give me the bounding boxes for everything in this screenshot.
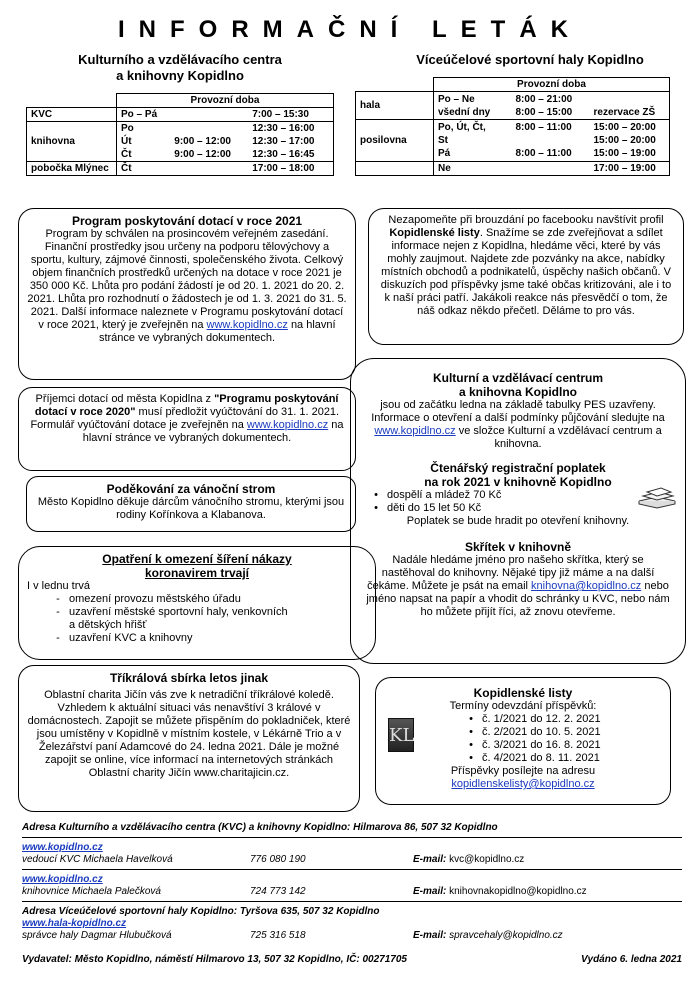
kvc-row-day: Po (117, 122, 171, 136)
footer-kvc-web-link[interactable]: www.kopidlno.cz (22, 842, 103, 853)
kvc-info-text-2: ve složce Kulturní a vzdělávací centrum a knihovna. (458, 425, 662, 450)
kvc-info-heading-1: Kulturní a vzdělávací centrum (432, 371, 604, 385)
kvc-row-place: KVC (27, 108, 117, 122)
fee-heading-1: Čtenářský registrační poplatek (430, 461, 606, 475)
fee-item: • děti do 15 let 50 Kč (374, 502, 482, 514)
posilovna-time: 8:00 – 11:00 (515, 148, 572, 159)
newsletter-deadline: • č. 3/2021 do 16. 8. 2021 (469, 739, 601, 751)
newsletter-heading: Kopidlenské listy (473, 686, 573, 700)
footer-email-label: E-mail: (413, 854, 447, 865)
fee-item: • dospělí a mládež 70 Kč (374, 489, 502, 501)
hala-label: hala (356, 92, 434, 120)
skritek-text-1: Nadále hledáme jméno pro našeho skřítka, který se nastěhoval do knihovny. Nějaké tipy již máme a na další čekáme. Můžete je psát na email (367, 554, 655, 592)
posilovna-days: St (438, 135, 448, 146)
kvc-info-box (350, 358, 686, 664)
footer-kvc-email[interactable]: kvc@kopidlno.cz (449, 854, 525, 865)
newsletter-intro: Termíny odevzdání příspěvků: (449, 700, 597, 712)
posilovna-days: Po, Út, Čt, (438, 122, 486, 133)
fee-note: Poplatek se bude hradit po otevření knihovny. (406, 515, 630, 527)
kvc-row-time1 (170, 122, 248, 136)
grant-recipients-program: "Programu poskytování dotací v roce 2020" (34, 393, 339, 418)
skritek-email-link[interactable]: knihovna@kopidlno.cz (531, 580, 642, 592)
grant-recipients-text-2: musí předložit vyúčtování do 31. 1. 2021. Formulář vyúčtování dotace je zveřejněn na (30, 406, 340, 431)
hala-time: 8:00 – 15:00 (515, 106, 573, 118)
kvc-info-link[interactable]: www.kopidlno.cz (374, 425, 456, 437)
covid-intro: I v lednu trvá (27, 580, 90, 592)
kvc-row-day: Čt (117, 162, 171, 176)
covid-item: a dětských hřišť (69, 619, 147, 631)
grant-program-heading: Program poskytování dotací v roce 2021 (71, 214, 303, 228)
covid-measures-box (18, 546, 376, 660)
kvc-row-time2: 12:30 – 16:45 (248, 148, 333, 162)
footer-kvc-address: Adresa Kulturního a vzdělávacího centra (KVC) a knihovny Kopidlno: Hilmarova 86, 507 32 Kopidlno (22, 822, 498, 833)
kvc-row-day: Čt (117, 148, 171, 162)
posilovna-evening: 15:00 – 20:00 (593, 135, 656, 146)
kvc-subtitle (30, 52, 330, 84)
grant-program-box (18, 208, 356, 380)
kvc-row-time1 (170, 162, 248, 176)
grant-program-link[interactable]: www.kopidlno.cz (206, 319, 288, 331)
kvc-row-day: Út (117, 135, 171, 148)
footer-hala-email[interactable]: spravcehaly@kopidlno.cz (449, 930, 563, 941)
kvc-row-day: Po – Pá (117, 108, 171, 122)
covid-heading-2: koronavirem trvají (144, 566, 250, 580)
kvc-subtitle-line-2: a knihovny Kopidlno (116, 68, 244, 83)
newsletter-deadline: • č. 1/2021 do 12. 2. 2021 (469, 713, 601, 725)
footer-hala-web-link[interactable]: www.hala-kopidlno.cz (22, 918, 127, 929)
grant-recipients-link[interactable]: www.kopidlno.cz (246, 419, 329, 431)
kvc-row-place: pobočka Mlýnec (27, 162, 117, 176)
kvc-row-place: knihovna (27, 122, 117, 162)
covid-item: - uzavření KVC a knihovny (56, 632, 193, 644)
hala-time: 8:00 – 21:00 (515, 93, 573, 105)
kvc-subtitle-line-1: Kulturního a vzdělávacího centra (78, 52, 282, 67)
books-icon (637, 487, 677, 509)
grant-recipients-text-3: na hlavní stránce ve vybraných dokumentech. (82, 419, 344, 444)
kvc-hours-header: Provozní doba (117, 94, 334, 108)
footer (22, 822, 682, 966)
footer-kvc-phone: 776 080 190 (250, 854, 306, 865)
skritek-heading: Skřítek v knihovně (464, 540, 572, 554)
hala-hours-header: Provozní doba (434, 78, 670, 92)
footer-lib-phone: 724 773 142 (250, 886, 306, 897)
facebook-text-1: Nezapomeňte při brouzdání po facebooku navštívit profil (388, 214, 664, 226)
footer-email-label: E-mail: (413, 886, 447, 897)
fee-heading-2: na rok 2021 v knihovně Kopidlno (424, 475, 612, 489)
posilovna-evening: 17:00 – 19:00 (590, 162, 670, 176)
kvc-row-time2: 17:00 – 18:00 (248, 162, 333, 176)
kvc-row-time2: 7:00 – 15:30 (248, 108, 333, 122)
facebook-profile-name: Kopidlenské listy (389, 227, 480, 239)
kvc-hours-table (26, 93, 334, 176)
newsletter-send: Příspěvky posílejte na adresu (450, 765, 596, 777)
thanks-box (26, 476, 356, 532)
footer-issued: Vydáno 6. ledna 2021 (581, 954, 682, 965)
footer-lib-person: knihovnice Michaela Palečková (22, 886, 161, 897)
hala-day: Po – Ne (438, 93, 475, 105)
three-kings-text: Oblastní charita Jičín vás zve k netradiční tříkrálové koledě. Vzhledem k aktuální situaci vás nenavštíví 3 králové v domácnostech. Zapojit se můžete přispěním do pokladniček, které jsou umístěny v Kopidlně v místním kostele, v Lékárně Trio a v Železářství paní Adamcové do 24. ledna 2021. Dále je možné zapojit se online, více informací na internetových stránkách Oblastní charity Jičín www.charitajicin.cz. (27, 689, 351, 779)
grant-recipients-box (18, 387, 356, 471)
posilovna-time: 8:00 – 11:00 (515, 122, 572, 133)
kvc-row-time2: 12:30 – 17:00 (248, 135, 333, 148)
posilovna-evening: 15:00 – 20:00 (593, 122, 656, 133)
kvc-info-heading-2: a knihovna Kopidlno (458, 385, 577, 399)
posilovna-days: Pá (438, 148, 451, 159)
covid-heading-1: Opatření k omezení šíření nákazy (102, 552, 292, 566)
hala-day: všední dny (438, 106, 491, 118)
footer-lib-web-link[interactable]: www.kopidlno.cz (22, 874, 103, 885)
posilovna-label: posilovna (356, 120, 434, 162)
footer-hala-person: správce haly Dagmar Hlubučková (22, 930, 172, 941)
newsletter-deadline: • č. 4/2021 do 8. 11. 2021 (469, 752, 600, 764)
covid-item: - omezení provozu městského úřadu (56, 593, 241, 605)
grant-recipients-text-1: Příjemci dotací od města Kopidlna z (35, 393, 211, 405)
leaflet-title: INFORMAČNÍ LETÁK (118, 16, 582, 43)
footer-email-label: E-mail: (413, 930, 447, 941)
kvc-row-time1 (170, 108, 248, 122)
posilovna-evening: 15:00 – 19:00 (593, 148, 656, 159)
kvc-row-time1: 9:00 – 12:00 (170, 148, 248, 162)
newsletter-deadline: • č. 2/2021 do 10. 5. 2021 (469, 726, 601, 738)
hala-note: rezervace ZŠ (593, 107, 656, 118)
grant-program-text: Program by schválen na prosincovém veřejném zasedání. Finanční prostředky jsou určeny na podporu tělovýchovy a sportu, kultury, zájmové činnosti, společenského života. Celkový objem finančních prostředků určených na dotace v roce 2021 je 350 000 Kč. Lhůta pro podání žádostí je od 20. 1. 2021 do 20. 2. 2021. Lhůta pro rozhodnutí o žádostech je od 1. 3. 2021 do 31. 5. 2021. Další informace naleznete v Programu poskytování dotací v roce 2021, který je zveřejněn na (27, 228, 347, 331)
hala-subtitle: Víceúčelové sportovní haly Kopidlno (416, 52, 644, 67)
three-kings-heading: Tříkrálová sbírka letos jinak (109, 671, 269, 685)
footer-kvc-person: vedoucí KVC Michaela Havelková (22, 854, 173, 865)
three-kings-box (18, 665, 360, 812)
skritek-text-2: nebo jméno napsat na papír a vhodit do schránky u KVC, nebo nám ho můžete přijít říci, až znovu otevřeme. (366, 580, 670, 618)
footer-hala-address: Adresa Víceúčelové sportovní haly Kopidlno: Tyršova 635, 507 32 Kopidlno (22, 906, 380, 917)
facebook-box (368, 208, 684, 345)
thanks-heading: Poděkování za vánoční strom (106, 482, 276, 496)
covid-item: - uzavření městské sportovní haly, venkovních (56, 606, 288, 618)
facebook-text-2: . Snažíme se zde zveřejňovat a sdílet informace nejen z Kopidlna, hledáme věci, které by vás mohly zaujmout. Najdete zde pozvánky na akce, nabídky místních obchodů a podnikatelů, úspěchy našich občanů. V diskuzích pod příspěvky jsme také občas kritizováni, ale i to k naší práci patří. Jakákoli reakce nás přesvědčí o tom, že náš odkaz někdo přečetl. Děláme to pro vás. (380, 227, 672, 317)
newsletter-email-link[interactable]: kopidlenskelisty@kopidlno.cz (451, 778, 595, 790)
kvc-row-time2: 12:30 – 16:00 (248, 122, 333, 136)
footer-publisher: Vydavatel: Město Kopidlno, náměstí Hilmarovo 13, 507 32 Kopidlno, IČ: 00271705 (22, 954, 407, 965)
kvc-info-text-1: jsou od začátku ledna na základě tabulky PES uzavřeny. Informace o otevření a další podmínky půjčování sledujte na (371, 399, 665, 424)
footer-lib-email[interactable]: knihovnakopidlno@kopidlno.cz (449, 886, 587, 897)
hala-hours-table (355, 77, 670, 176)
newsletter-box (375, 677, 671, 805)
footer-hala-phone: 725 316 518 (250, 930, 306, 941)
grant-program-text-end: na hlavní stránce ve vybraných dokumentech. (98, 319, 336, 344)
kvc-row-time1: 9:00 – 12:00 (174, 136, 231, 147)
posilovna-days: Ne (434, 162, 512, 176)
newsletter-logo: KL (388, 718, 414, 752)
thanks-text: Město Kopidlno děkuje dárcům vánočního stromu, kterými jsou rodiny Kořínkova a Klabanova. (37, 496, 345, 521)
